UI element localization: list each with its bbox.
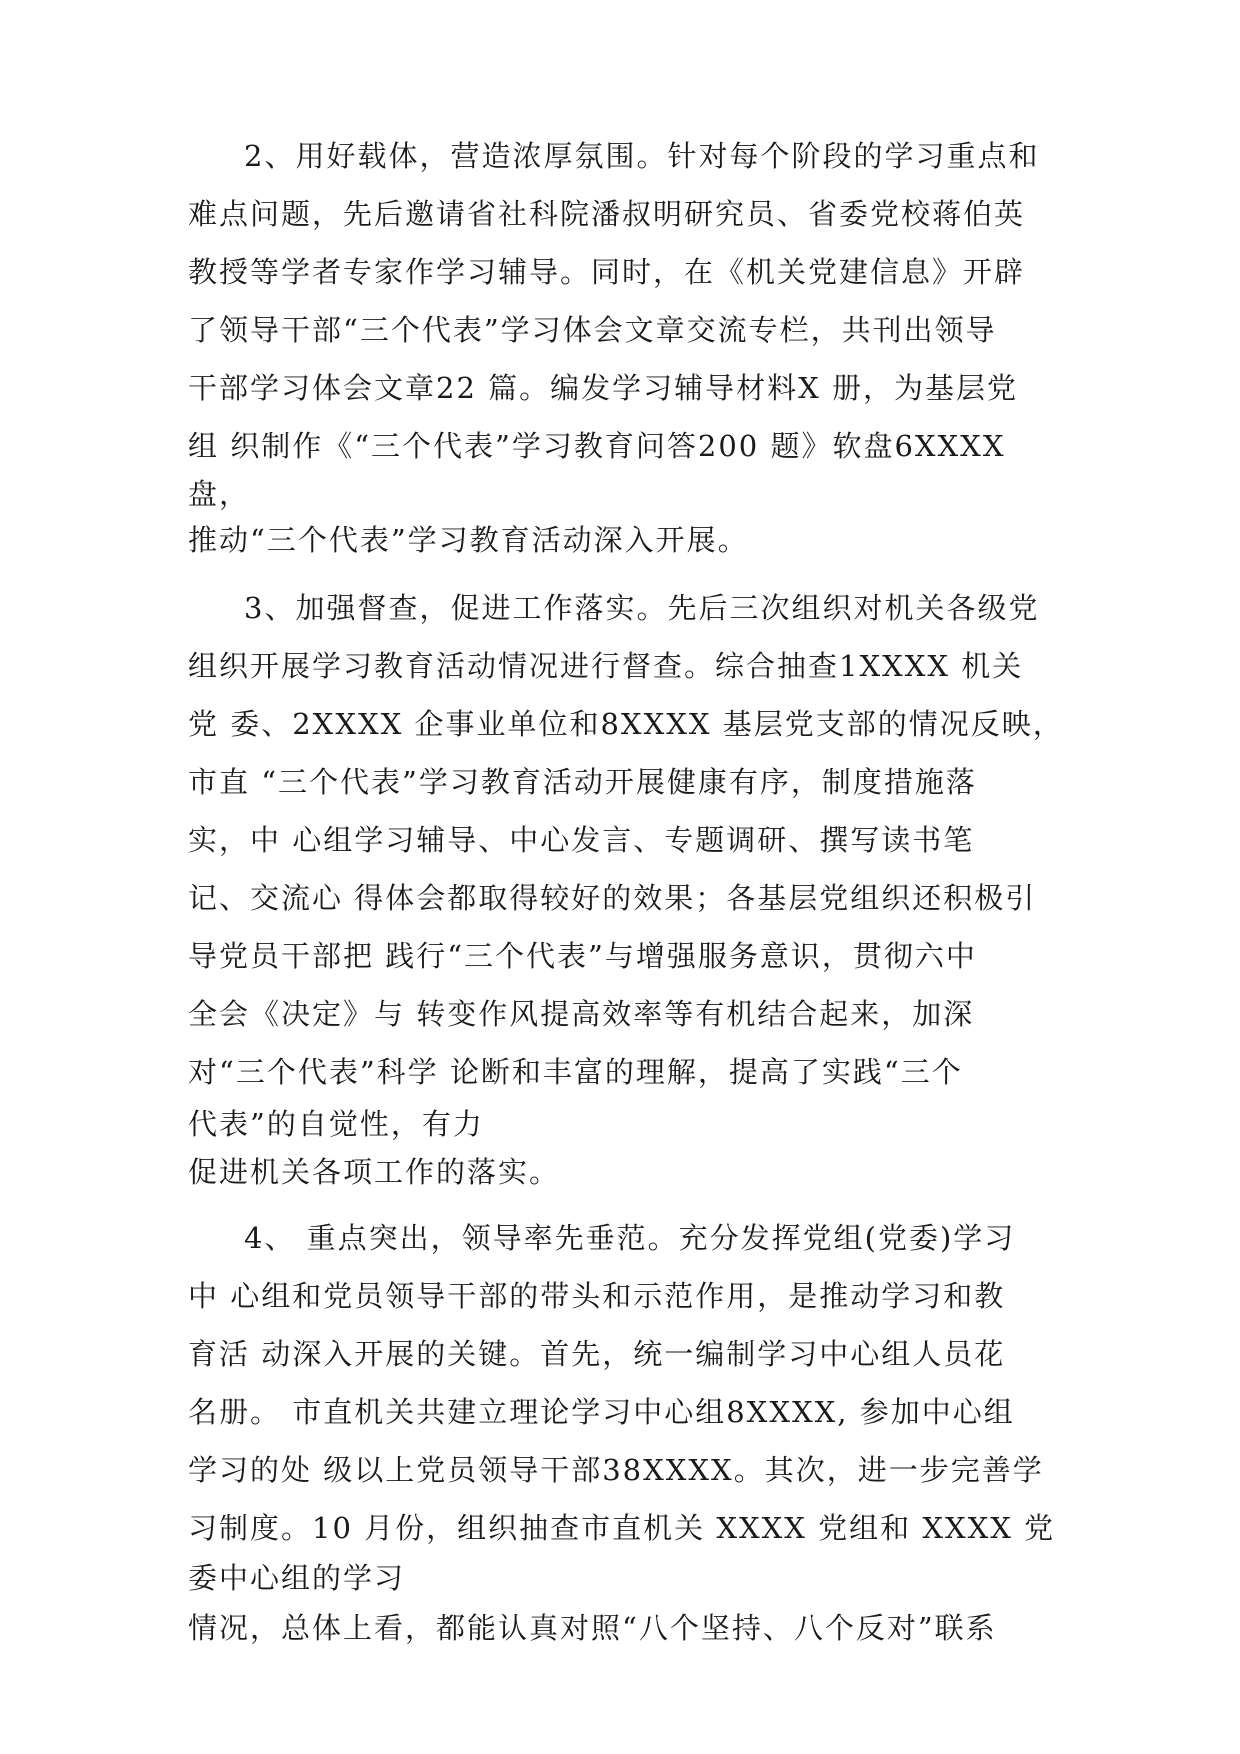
paragraph-line: 委中心组的学习: [188, 1561, 406, 1595]
paragraph-line: 学习的处 级以上党员领导干部38XXXX。其次，进一步完善学: [188, 1453, 1044, 1487]
paragraph-line: 对“三个代表”科学 论断和丰富的理解，提高了实践“三个: [188, 1055, 963, 1089]
paragraph-line: 3、加强督查，促进工作落实。先后三次组织对机关各级党: [244, 591, 1040, 625]
paragraph-line: 党 委、2XXXX 企事业单位和8XXXX 基层党支部的情况反映，: [188, 707, 1064, 741]
paragraph-line: 名册。 市直机关共建立理论学习中心组8XXXX, 参加中心组: [188, 1395, 1015, 1429]
paragraph-line: 记、交流心 得体会都取得较好的效果；各基层党组织还积极引: [188, 881, 1037, 915]
paragraph-line: 情况，总体上看，都能认真对照“八个坚持、八个反对”联系: [188, 1611, 997, 1645]
paragraph-line: 2、用好载体，营造浓厚氛围。针对每个阶段的学习重点和: [244, 139, 1040, 173]
paragraph-line: 4、 重点突出，领导率先垂范。充分发挥党组(党委)学习: [244, 1221, 1016, 1255]
paragraph-line: 育活 动深入开展的关键。首先，统一编制学习中心组人员花: [188, 1337, 1006, 1371]
paragraph-line: 市直 “三个代表”学习教育活动开展健康有序，制度措施落: [188, 765, 977, 799]
paragraph-line: 实，中 心组学习辅导、中心发言、专题调研、撰写读书笔: [188, 823, 975, 857]
paragraph-line: 中 心组和党员领导干部的带头和示范作用，是推动学习和教: [188, 1279, 1006, 1313]
paragraph-line: 了领导干部“三个代表”学习体会文章交流专栏，共刊出领导: [188, 313, 997, 347]
paragraph-line: 干部学习体会文章22 篇。编发学习辅导材料X 册，为基层党: [188, 371, 1018, 405]
paragraph-line: 组 织制作《“三个代表”学习教育问答200 题》软盘6XXXX: [188, 429, 1006, 463]
paragraph-line: 全会《决定》与 转变作风提高效率等有机结合起来，加深: [188, 997, 975, 1031]
paragraph-line: 推动“三个代表”学习教育活动深入开展。: [188, 523, 749, 557]
paragraph-line: 导党员干部把 践行“三个代表”与增强服务意识，贯彻六中: [188, 939, 977, 973]
paragraph-line: 代表”的自觉性，有力: [188, 1107, 484, 1141]
paragraph-line: 促进机关各项工作的落实。: [188, 1155, 561, 1189]
paragraph-line: 难点问题，先后邀请省社科院潘叔明研究员、省委党校蒋伯英: [188, 197, 1026, 231]
paragraph-line: 盘，: [188, 477, 251, 511]
paragraph-line: 习制度。10 月份，组织抽查市直机关 XXXX 党组和 XXXX 党: [188, 1511, 1056, 1545]
paragraph-line: 教授等学者专家作学习辅导。同时，在《机关党建信息》开辟: [188, 255, 1026, 289]
paragraph-line: 组织开展学习教育活动情况进行督查。综合抽查1XXXX 机关: [188, 649, 1024, 683]
